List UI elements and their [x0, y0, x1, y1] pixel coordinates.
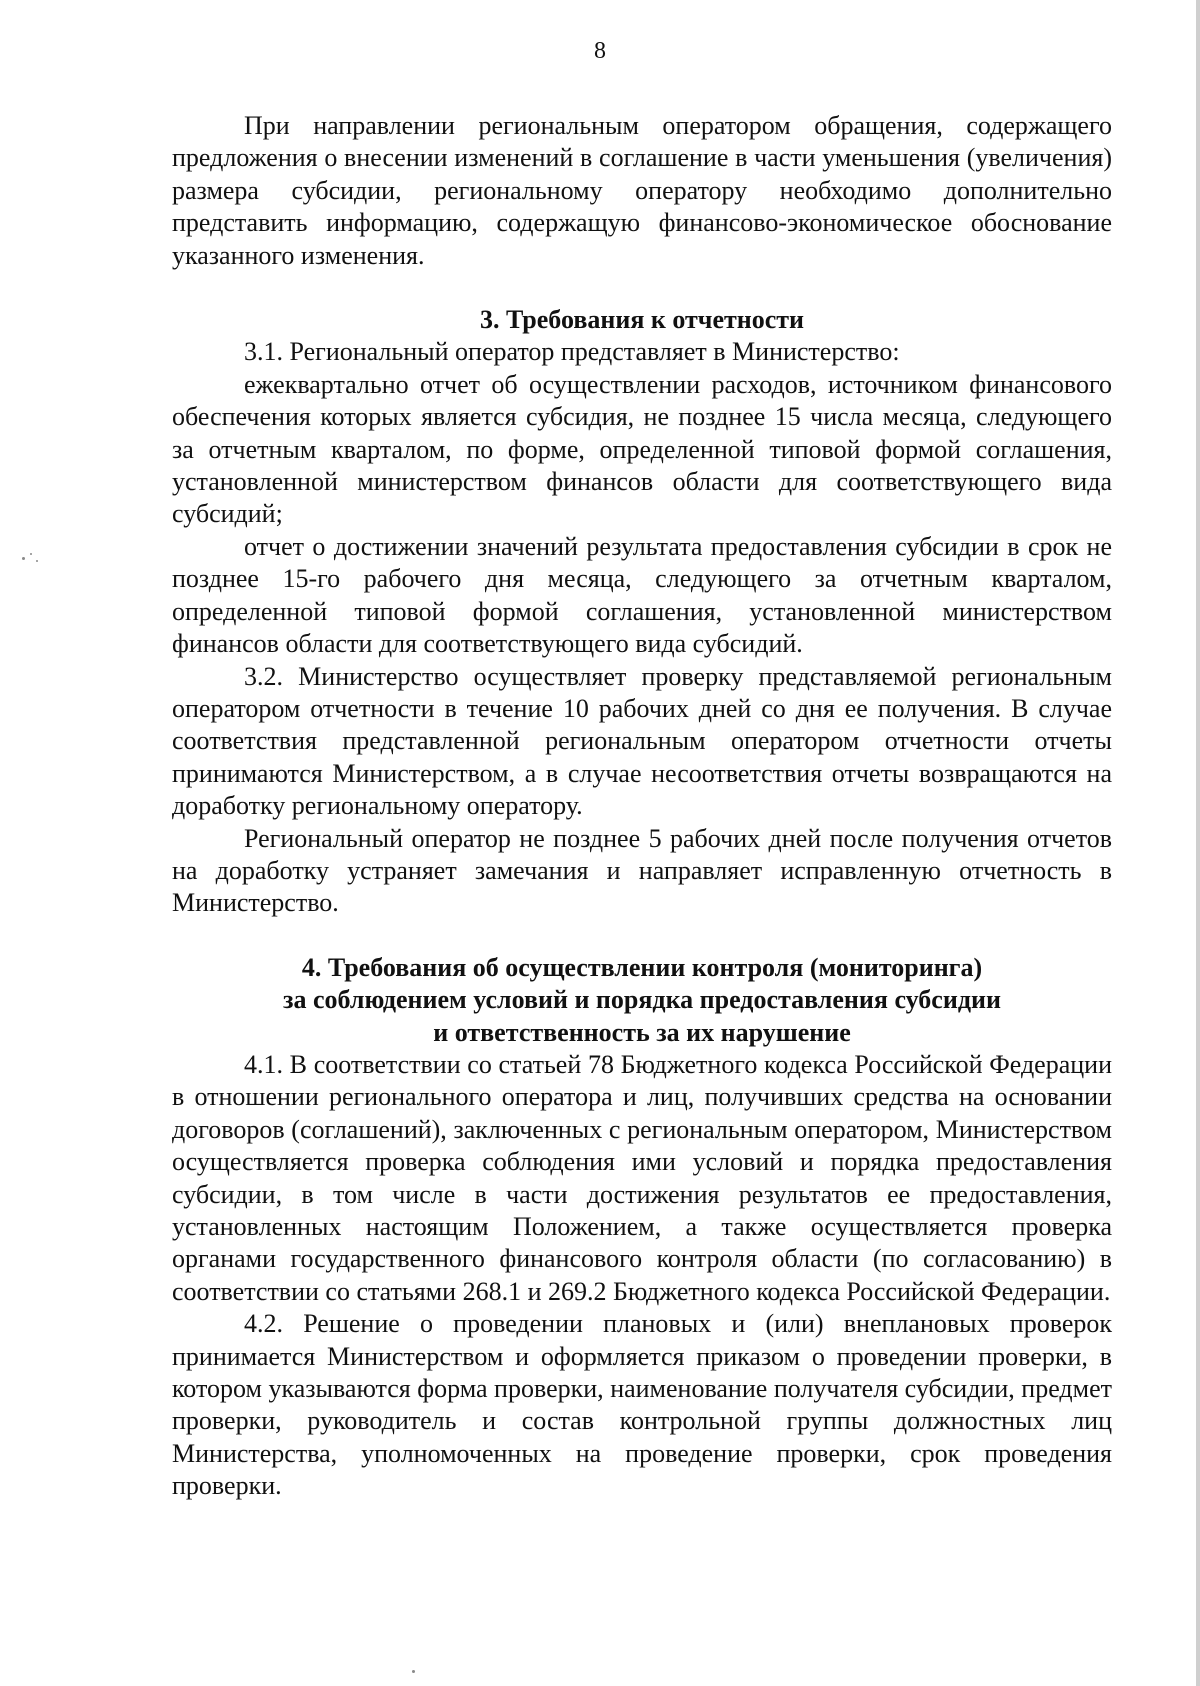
document-body: [172, 110, 1112, 1503]
section-3-paragraph: ежеквартально отчет об осуществлении расходов, источником финансового обеспечения которых является субсидия, не позднее 15 числа месяца, следующего за отчетным кварталом, по форме, определенной типовой формой соглашения, установленной министерством финансов области для соответствующего вида субсидий;: [172, 369, 1112, 529]
section-4-heading-line: за соблюдением условий и порядка предоставления субсидии: [283, 985, 1001, 1015]
intro-paragraph: При направлении региональным оператором обращения, содержащего предложения о внесении изменений в соглашение в части уменьшения (увеличения) размера субсидии, региональному оператору необходимо дополнительно представить информацию, содержащую финансово-экономическое обоснование указанного изменения.: [172, 111, 1112, 270]
section-spacer: [172, 920, 1112, 952]
section-4-heading-line: 4. Требования об осуществлении контроля (мониторинга): [301, 952, 983, 982]
section-3-paragraph: 3.1. Региональный оператор представляет в Министерство:: [244, 337, 900, 367]
page-edge: [1196, 0, 1200, 1686]
scan-speck: [30, 553, 32, 555]
scan-speck: [412, 1670, 415, 1673]
section-4-paragraph: 4.1. В соответствии со статьей 78 Бюджетного кодекса Российской Федерации в отношении регионального оператора и лиц, получивших средства на основании договоров (соглашений), заключенных с региональным оператором, Министерством осуществляется проверка соблюдения ими условий и порядка предоставления субсидии, в том числе в части достижения результатов ее предоставления, установленных настоящим Положением, а также осуществляется проверка органами государственного финансового контроля области (по согласованию) в соответствии со статьями 268.1 и 269.2 Бюджетного кодекса Российской Федерации.: [172, 1049, 1112, 1306]
section-spacer: [172, 272, 1112, 304]
scan-speck: [22, 557, 25, 560]
section-3-heading: 3. Требования к отчетности: [479, 305, 805, 335]
section-3-paragraph: Региональный оператор не позднее 5 рабочих дней после получения отчетов на доработку устраняет замечания и направляет исправленную отчетность в Министерство.: [172, 823, 1112, 918]
page-number: 8: [594, 38, 606, 64]
section-4-heading-line: и ответственность за их нарушение: [433, 1017, 851, 1047]
section-3-paragraph: отчет о достижении значений результата предоставления субсидии в срок не позднее 15-го рабочего дня месяца, следующего за отчетным кварталом, определенной типовой формой соглашения, установленной министерством финансов области для соответствующего вида субсидий.: [172, 531, 1112, 659]
scan-speck: [36, 560, 38, 562]
section-3-paragraph: 3.2. Министерство осуществляет проверку представляемой региональным оператором отчетности в течение 10 рабочих дней со дня ее получения. В случае соответствия представленной региональным оператором отчетности отчеты принимаются Министерством, а в случае несоответствия отчеты возвращаются на доработку региональному оператору.: [172, 661, 1112, 821]
section-4-heading: [172, 952, 1112, 1049]
section-4-paragraph: 4.2. Решение о проведении плановых и (или) внеплановых проверок принимается Министерством и оформляется приказом о проведении проверки, в котором указываются форма проверки, наименование получателя субсидии, предмет проверки, руководитель и состав контрольной группы должностных лиц Министерства, уполномоченных на проведение проверки, срок проведения проверки.: [172, 1309, 1112, 1501]
